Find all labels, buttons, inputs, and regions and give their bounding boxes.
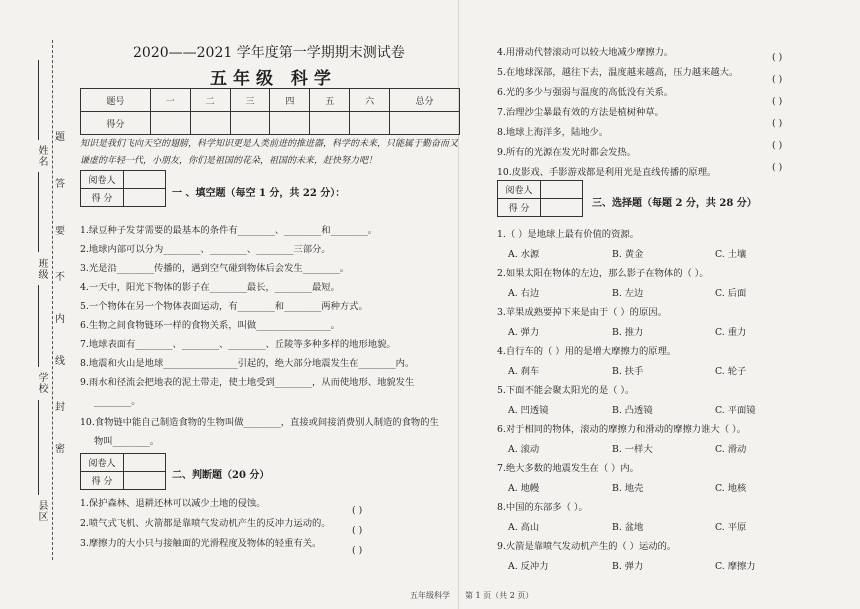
choice-option[interactable]: A. 地幔 — [508, 483, 540, 494]
judge-question: 4.用滑动代替滚动可以较大地减少摩擦力。 — [497, 47, 674, 58]
judge-bracket[interactable]: ( ) — [772, 74, 783, 85]
choice-stem: 2.如果太阳在物体的左边，那么影子在物体的（ ）。 — [497, 268, 709, 279]
choice-option[interactable]: B. 推力 — [612, 327, 644, 338]
fill-question: 3.光是沿________传播的，遇到空气碰到物体后会发生________。 — [80, 263, 350, 274]
class-label: 班级 — [36, 258, 47, 280]
grader-score: 得 分 — [498, 199, 541, 217]
choice-option[interactable]: A. 刹车 — [508, 366, 540, 377]
grader-field[interactable] — [541, 199, 583, 217]
judge-question: 6.光的多少与强弱与温度的高低没有关系。 — [497, 87, 674, 98]
judge-bracket[interactable]: ( ) — [352, 505, 363, 516]
fill-question: 1.绿豆种子发芽需要的最基本的条件有________、________和________。 — [80, 225, 378, 236]
choice-option[interactable]: B. 地壳 — [612, 483, 644, 494]
seal-char: 题 — [55, 132, 65, 143]
score-header-cell: 五 — [310, 89, 350, 112]
grader-field[interactable] — [124, 472, 166, 490]
class-line — [38, 172, 39, 252]
judge-bracket[interactable]: ( ) — [772, 162, 783, 173]
choice-option[interactable]: C. 地核 — [715, 483, 747, 494]
district-label: 县区 — [36, 500, 47, 522]
seal-char: 答 — [55, 179, 65, 190]
score-row-label: 得分 — [81, 112, 151, 135]
grader-field[interactable] — [541, 181, 583, 199]
choice-option[interactable]: B. 左边 — [612, 288, 644, 299]
seal-char: 封 — [55, 402, 65, 413]
choice-option[interactable]: C. 摩擦力 — [715, 561, 756, 572]
seal-char: 不 — [55, 272, 65, 283]
choice-option[interactable]: C. 平原 — [715, 522, 747, 533]
fill-question-cont: ________。 — [94, 396, 141, 407]
choice-stem: 3.苹果成熟要掉下来是由于（ ）的原因。 — [497, 307, 667, 318]
grader-score: 得 分 — [81, 472, 124, 490]
seal-char: 密 — [55, 444, 65, 455]
choice-stem: 4.自行车的（ ）用的是增大摩擦力的原理。 — [497, 346, 677, 357]
score-header-cell: 二 — [190, 89, 230, 112]
grader-score: 得 分 — [81, 189, 124, 207]
grader-field[interactable] — [124, 189, 166, 207]
fill-question: 2.地球内部可以分为________、________、________三部分。 — [80, 244, 331, 255]
judge-question: 10.皮影戏、手影游戏都是利用光是直线传播的原理。 — [497, 167, 717, 178]
judge-question: 2.喷气式飞机、火箭都是靠喷气发动机产生的反冲力运动的。 — [80, 518, 331, 529]
judge-bracket[interactable]: ( ) — [772, 118, 783, 129]
judge-bracket[interactable]: ( ) — [772, 96, 783, 107]
section-1-title: 一 、填空题（每空 1 分，共 22 分）： — [172, 188, 346, 199]
choice-option[interactable]: C. 平面镜 — [715, 405, 756, 416]
choice-stem: 9.火箭是靠喷气发动机产生的（ ）运动的。 — [497, 541, 677, 552]
judge-bracket[interactable]: ( ) — [772, 52, 783, 63]
judge-question: 5.在地球深部，越往下去，温度越来越高，压力越来越大。 — [497, 67, 739, 78]
district-line — [38, 400, 39, 495]
grader-box-2 — [80, 453, 166, 490]
score-table — [80, 88, 460, 135]
name-line — [38, 60, 39, 140]
fill-question: 5.一个物体在另一个物体表面运动，有________和________两种方式。 — [80, 301, 368, 312]
choice-stem: 1.（ ）是地球上最有价值的资源。 — [497, 229, 639, 240]
choice-option[interactable]: B. 盆地 — [612, 522, 644, 533]
fill-question: 8.地震和火山是地球________________引起的，绝大部分地震发生在________内。 — [80, 358, 415, 369]
score-header-cell: 四 — [270, 89, 310, 112]
seal-char: 要 — [55, 226, 65, 237]
choice-option[interactable]: C. 轮子 — [715, 366, 747, 377]
section-2-title: 二、判断题（20 分） — [172, 470, 270, 481]
fill-question: 9.雨水和径流会把地表的泥土带走，使土地受到________，从而使地形、地貌发生 — [80, 377, 415, 388]
fill-question: 10.食物链中能自己制造食物的生物叫做________，直接或间接消费别人制造的食物的生 — [80, 417, 439, 428]
judge-question: 3.摩擦力的大小只与接触面的光滑程度及物体的轻重有关。 — [80, 538, 322, 549]
grader-reviewer: 阅卷人 — [81, 171, 124, 189]
choice-option[interactable]: A. 滚动 — [508, 444, 540, 455]
choice-option[interactable]: C. 滑动 — [715, 444, 747, 455]
grader-box-1 — [80, 170, 166, 207]
intro-text: 知识是我们飞向天空的翅膀，科学知识更是人类前进的推进器，科学的未来，只能属于勤奋而又谦虚的年轻一代，小朋友，你们是祖国的花朵，祖国的未来，赶快努力吧！ — [80, 139, 459, 166]
section-3-title: 三、选择题（每题 2 分，共 28 分） — [592, 198, 757, 209]
footer-page: 第 1 页（共 2 页） — [465, 591, 534, 600]
choice-option[interactable]: A. 弹力 — [508, 327, 540, 338]
score-header-cell: 总分 — [390, 89, 460, 112]
score-cell[interactable] — [190, 112, 230, 135]
choice-option[interactable]: B. 一样大 — [612, 444, 653, 455]
choice-option[interactable]: B. 扶手 — [612, 366, 644, 377]
choice-stem: 5.下面不能会聚太阳光的是（ ）。 — [497, 385, 635, 396]
choice-option[interactable]: A. 右边 — [508, 288, 540, 299]
score-header-cell: 一 — [150, 89, 190, 112]
exam-title: 2020——2021 学年度第一学期期末测试卷 — [133, 45, 405, 61]
choice-stem: 8.中国的东部多（ ）。 — [497, 502, 588, 513]
score-cell[interactable] — [310, 112, 350, 135]
choice-option[interactable]: A. 高山 — [508, 522, 540, 533]
seal-char: 线 — [55, 356, 65, 367]
choice-stem: 6.对于相同的物体，滚动的摩擦力和滑动的摩擦力谁大（ ）。 — [497, 424, 746, 435]
choice-option[interactable]: B. 弹力 — [612, 561, 644, 572]
score-cell[interactable] — [230, 112, 270, 135]
judge-question: 7.治理沙尘暴最有效的方法是植树种草。 — [497, 107, 664, 118]
footer-subject: 五年级科学 — [410, 591, 450, 600]
score-cell[interactable] — [150, 112, 190, 135]
school-label: 学校 — [36, 372, 47, 394]
grader-reviewer: 阅卷人 — [81, 454, 124, 472]
score-header-cell: 六 — [350, 89, 390, 112]
judge-question: 9.所有的光源在发光时都会发热。 — [497, 147, 637, 158]
fill-question: 6.生物之间食物链环一样的食物关系，叫做________________。 — [80, 320, 340, 331]
grade-subject: 五年级 科学 — [210, 69, 337, 89]
seal-dashed-line — [52, 40, 53, 560]
school-line — [38, 285, 39, 367]
choice-option[interactable]: C. 重力 — [715, 327, 747, 338]
grader-box-3 — [497, 180, 583, 217]
judge-question: 1.保护森林、退耕还林可以减少土地的侵蚀。 — [80, 498, 266, 509]
judge-bracket[interactable]: ( ) — [352, 525, 363, 536]
seal-char: 内 — [55, 314, 65, 325]
grader-field[interactable] — [124, 454, 166, 472]
choice-option[interactable]: A. 凹透镜 — [508, 405, 549, 416]
choice-option[interactable]: B. 凸透镜 — [612, 405, 653, 416]
grader-field[interactable] — [124, 171, 166, 189]
fill-question: 7.地球表面有________、________、________、丘陵等多种多样的地形地貌。 — [80, 339, 396, 350]
choice-option[interactable]: C. 土壤 — [715, 249, 747, 260]
choice-option[interactable]: B. 黄金 — [612, 249, 644, 260]
score-header-cell: 题号 — [81, 89, 151, 112]
choice-stem: 7.绝大多数的地震发生在（ ）内。 — [497, 463, 639, 474]
score-cell[interactable] — [270, 112, 310, 135]
choice-option[interactable]: A. 反冲力 — [508, 561, 549, 572]
judge-question: 8.地球上海洋多，陆地少。 — [497, 127, 609, 138]
fill-question-cont: 物叫________。 — [94, 436, 160, 447]
name-label: 姓名 — [36, 145, 47, 167]
judge-bracket[interactable]: ( ) — [352, 545, 363, 556]
binding-margin — [0, 0, 72, 609]
score-header-cell: 三 — [230, 89, 270, 112]
fill-question: 4.一天中，阳光下物体的影子在________最长，________最短。 — [80, 282, 340, 293]
judge-bracket[interactable]: ( ) — [772, 140, 783, 151]
grader-reviewer: 阅卷人 — [498, 181, 541, 199]
choice-option[interactable]: A. 水源 — [508, 249, 540, 260]
score-cell[interactable] — [350, 112, 390, 135]
score-cell[interactable] — [390, 112, 460, 135]
choice-option[interactable]: C. 后面 — [715, 288, 747, 299]
